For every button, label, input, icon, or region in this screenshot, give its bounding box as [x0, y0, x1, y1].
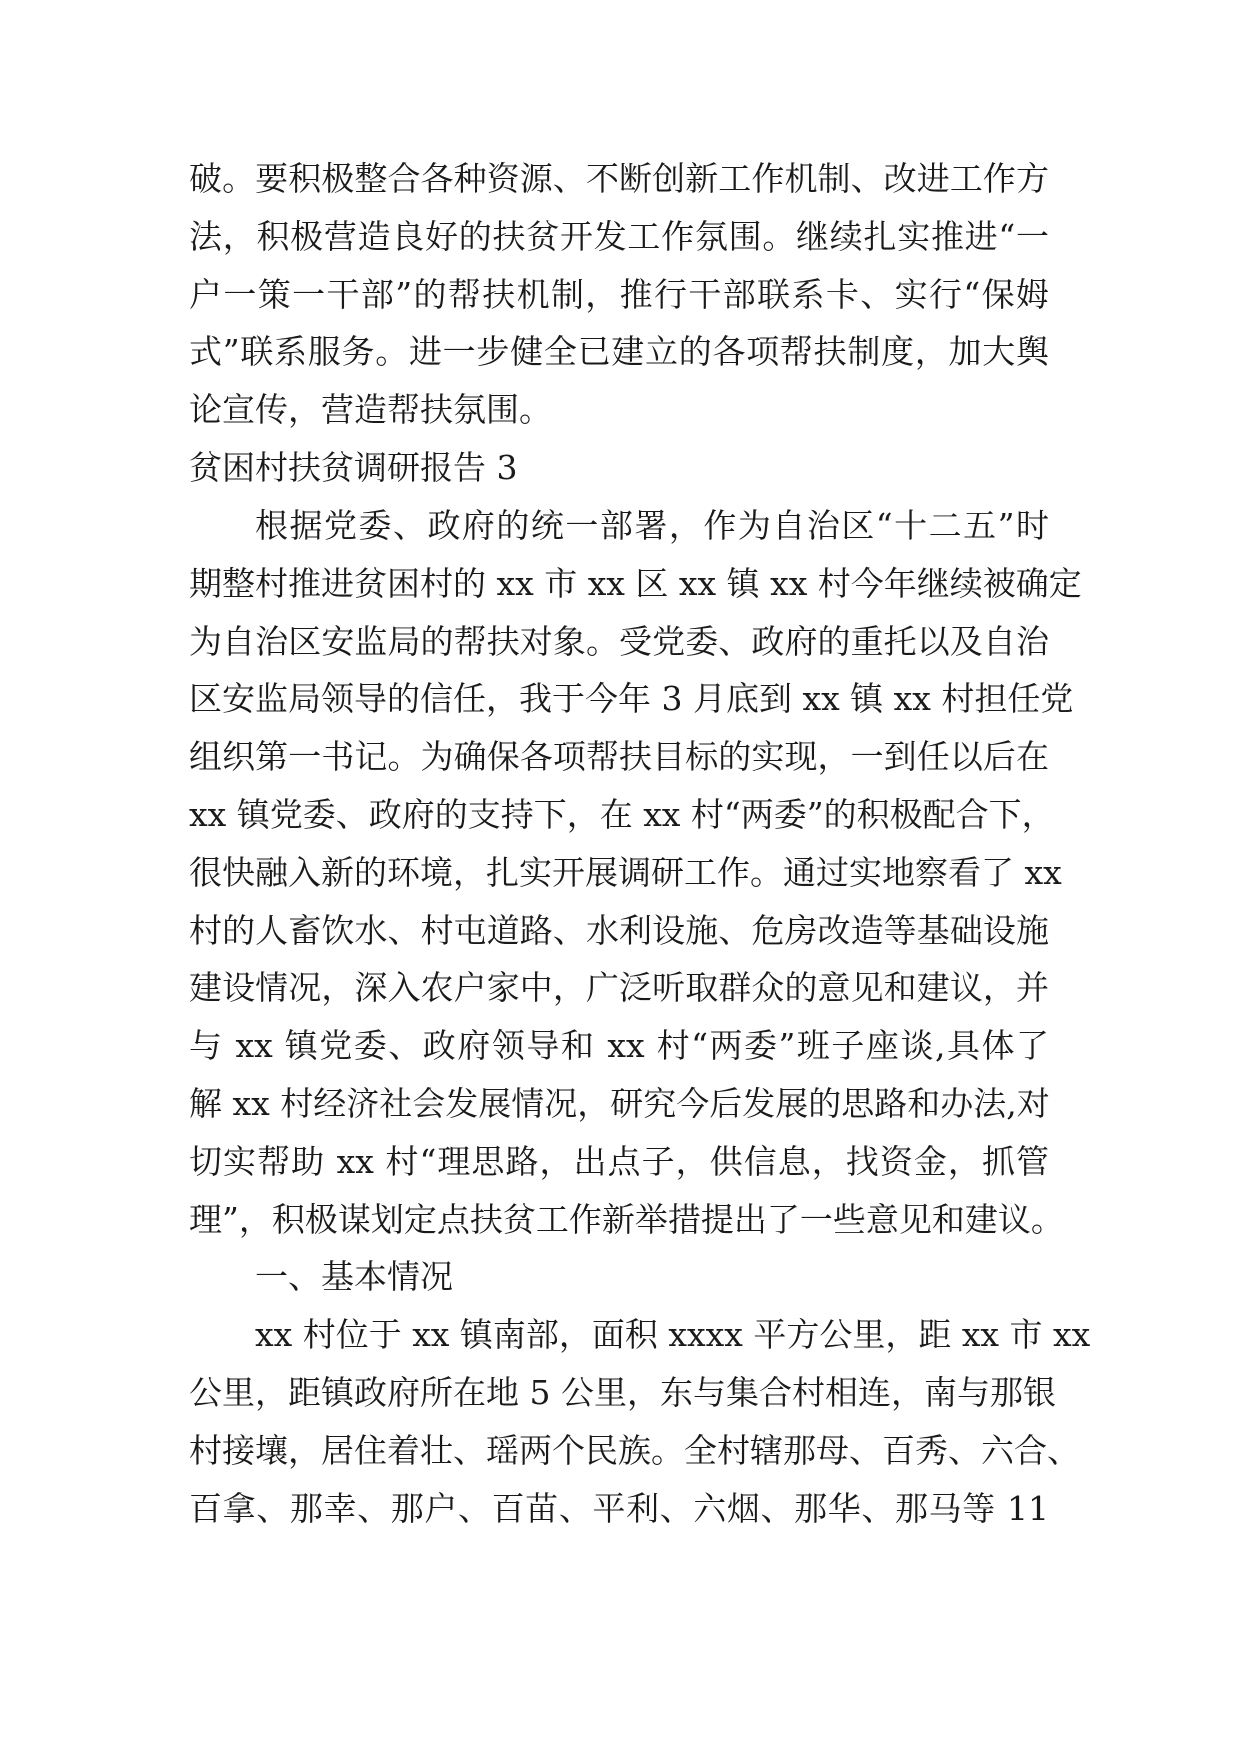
text-line: 公里，距镇政府所在地 5 公里，东与集合村相连，南与那银: [189, 1373, 1056, 1412]
text-line: 理”，积极谋划定点扶贫工作新举措提出了一些意见和建议。: [189, 1200, 1064, 1239]
text-line: 很快融入新的环境，扎实开展调研工作。通过实地察看了 xx: [189, 853, 1062, 892]
text-line: 村的人畜饮水、村屯道路、水利设施、危房改造等基础设施: [189, 911, 1049, 950]
text-line: 根据党委、政府的统一部署，作为自治区“十二五”时: [255, 506, 1049, 545]
text-line: 村接壤，居住着壮、瑶两个民族。全村辖那母、百秀、六合、: [189, 1431, 1080, 1470]
section-heading: 一、基本情况: [255, 1257, 453, 1296]
section-title: 贫困村扶贫调研报告 3: [189, 448, 518, 487]
text-line: 为自治区安监局的帮扶对象。受党委、政府的重托以及自治: [189, 622, 1049, 661]
text-line: 法，积极营造良好的扶贫开发工作氛围。继续扎实推进“一: [189, 217, 1049, 256]
text-line: 与 xx 镇党委、政府领导和 xx 村“两委”班子座谈,具体了: [189, 1026, 1049, 1065]
text-line: 百拿、那幸、那户、百苗、平利、六烟、那华、那马等 11: [189, 1489, 1049, 1528]
text-line: 户一策一干部”的帮扶机制，推行干部联系卡、实行“保姆: [189, 275, 1049, 314]
text-line: 区安监局领导的信任，我于今年 3 月底到 xx 镇 xx 村担任党: [189, 679, 1074, 718]
text-line: 破。要积极整合各种资源、不断创新工作机制、改进工作方: [189, 159, 1049, 198]
text-line: 解 xx 村经济社会发展情况，研究今后发展的思路和办法,对: [189, 1084, 1050, 1123]
text-line: 建设情况，深入农户家中，广泛听取群众的意见和建议，并: [189, 968, 1049, 1007]
text-line: 式”联系服务。进一步健全已建立的各项帮扶制度，加大舆: [189, 332, 1049, 371]
text-line: xx 村位于 xx 镇南部，面积 xxxx 平方公里，距 xx 市 xx: [255, 1315, 1091, 1354]
text-line: xx 镇党委、政府的支持下，在 xx 村“两委”的积极配合下，: [189, 795, 1055, 834]
text-line: 期整村推进贫困村的 xx 市 xx 区 xx 镇 xx 村今年继续被确定: [189, 564, 1082, 603]
text-line: 论宣传，营造帮扶氛围。: [189, 390, 552, 429]
text-line: 组织第一书记。为确保各项帮扶目标的实现，一到任以后在: [189, 737, 1049, 776]
text-line: 切实帮助 xx 村“理思路，出点子，供信息，找资金，抓管: [189, 1142, 1049, 1181]
